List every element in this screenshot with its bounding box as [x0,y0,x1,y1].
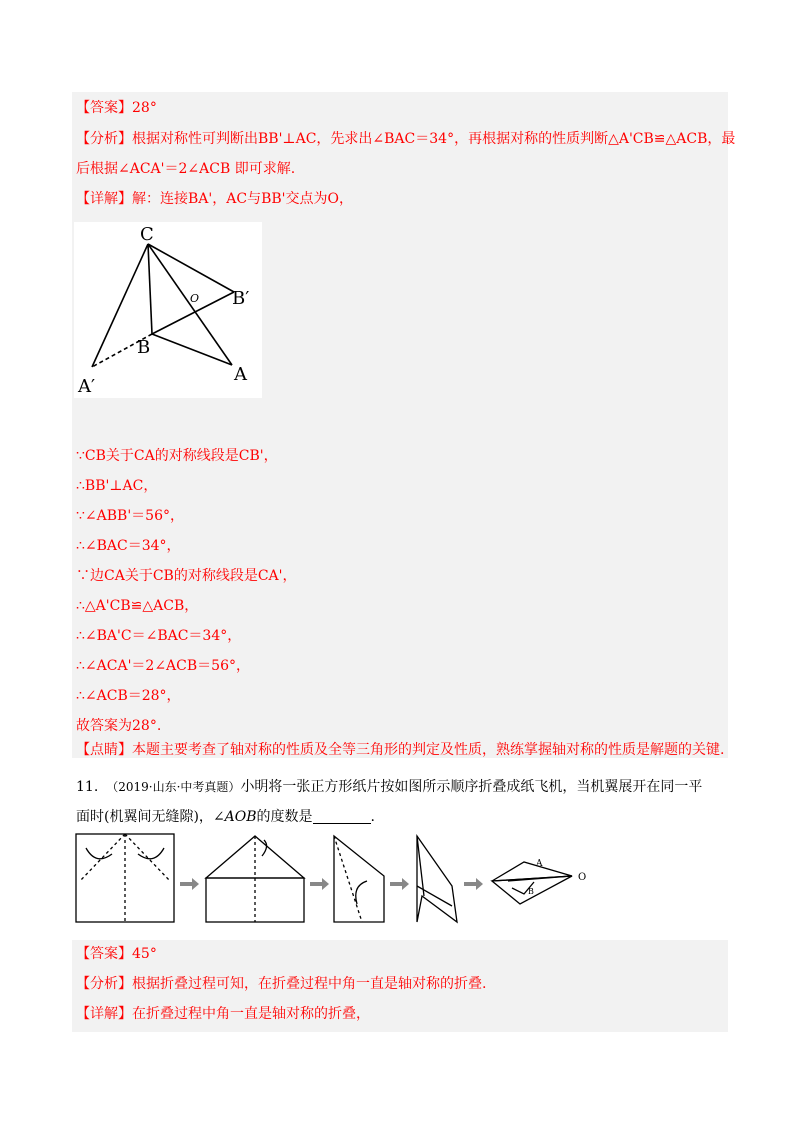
analysis-line-10-2 [76,159,295,179]
answer-line-11 [76,944,157,964]
plane-label-a: A [536,859,543,869]
point-tag: 【点睛】 [76,742,132,758]
analysis-tag: 【分析】 [76,976,132,992]
angle-aob: ∠AOB [212,809,257,825]
question-text-cont: 面时(机翼间无缝隙)， [76,809,213,825]
question-11-line-1 [76,777,702,797]
answer-tag: 【答案】 [76,100,132,116]
folding-sequence-figure [72,826,600,926]
analysis-text: 根据对称性可判断出BB'⊥AC，先求出∠BAC＝34°，再根据对称的性质判断△A'CB≌△ACB，最 [132,131,736,147]
analysis-text: 根据折叠过程可知，在折叠过程中角一直是轴对称的折叠. [132,976,487,992]
label-o: O [190,292,200,305]
step-line: ∴△A'CB≌△ACB， [76,598,199,614]
question-11-line-2 [76,807,375,827]
plane-label-o: O [578,872,587,883]
analysis-line-10-1 [76,129,735,149]
detail-intro: 解：连接BA'，AC与BB'交点为O， [132,191,353,207]
question-number: 11. [76,779,99,795]
analysis-tag: 【分析】 [76,131,132,147]
answer-value: 45° [132,946,157,962]
detail-text: 在折叠过程中角一直是轴对称的折叠， [132,1006,370,1022]
detail-line-11 [76,1004,370,1024]
answer-value: 28° [132,100,157,116]
label-b-prime: B′ [232,288,250,309]
plane-label-b: B [528,887,534,896]
question-text-tail: 的度数是 [256,809,313,825]
analysis-line-11 [76,974,486,994]
answer-tag: 【答案】 [76,946,132,962]
label-a: A [234,364,247,385]
question-text: 小明将一张正方形纸片按如图所示顺序折叠成纸飞机，当机翼展开在同一平 [240,779,703,795]
question-source: （2019·山东·中考真题） [106,780,241,794]
detail-tag: 【详解】 [76,191,132,207]
geometry-figure [74,222,262,398]
answer-blank [313,809,371,824]
detail-line-10 [76,189,353,209]
label-b: B [137,337,151,358]
answer-line-10 [76,98,157,118]
step-line: ∵∠ABB'＝56°， [76,508,184,524]
step-line: 故答案为28°. [76,718,162,734]
step-line: ∵边CA关于CB的对称线段是CA'， [76,568,297,584]
label-c: C [140,224,154,245]
step-line: ∴BB'⊥AC， [76,478,158,494]
step-line: ∴∠BAC＝34°， [76,538,181,554]
label-a-prime: A′ [78,376,96,397]
step-line: ∵CB关于CA的对称线段是CB'， [76,448,278,464]
step-line: ∴∠ACB＝28°， [76,688,181,704]
question-period: . [370,809,375,825]
point-text: 本题主要考查了轴对称的性质及全等三角形的判定及性质，熟练掌握轴对称的性质是解题的关键. [132,742,725,758]
step-line: ∴∠ACA'＝2∠ACB＝56°， [76,658,250,674]
point-line-10 [76,740,724,760]
analysis-text-cont: 后根据∠ACA'＝2∠ACB 即可求解. [76,161,296,177]
step-line: ∴∠BA'C＝∠BAC＝34°， [76,628,242,644]
detail-tag: 【详解】 [76,1006,132,1022]
